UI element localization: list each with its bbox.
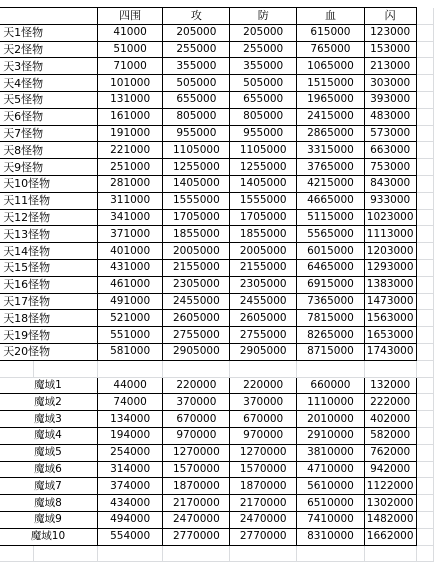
- value-cell[interactable]: 221000: [97, 142, 163, 159]
- empty-cell[interactable]: [297, 545, 365, 562]
- value-cell[interactable]: 2155000: [230, 259, 297, 276]
- value-cell[interactable]: 6510000: [297, 495, 365, 512]
- value-cell[interactable]: 1255000: [230, 159, 297, 176]
- value-cell[interactable]: 1555000: [230, 192, 297, 209]
- value-cell[interactable]: 205000: [163, 24, 230, 41]
- value-cell[interactable]: 7815000: [297, 310, 365, 327]
- empty-cell[interactable]: [416, 394, 433, 411]
- value-cell[interactable]: 1405000: [230, 175, 297, 192]
- table-row: [0, 327, 434, 344]
- value-cell[interactable]: 933000: [364, 192, 416, 209]
- row-name-cell[interactable]: 魔域1: [0, 377, 97, 394]
- value-cell[interactable]: 51000: [97, 41, 163, 58]
- value-cell[interactable]: 1105000: [163, 142, 230, 159]
- row-name-cell[interactable]: 天20怪物: [0, 343, 97, 360]
- value-cell[interactable]: 303000: [364, 75, 416, 92]
- value-cell[interactable]: 431000: [97, 259, 163, 276]
- value-cell[interactable]: 2305000: [163, 276, 230, 293]
- row-name-cell[interactable]: 天1怪物: [0, 24, 97, 41]
- empty-cell[interactable]: [416, 159, 433, 176]
- value-cell[interactable]: 1662000: [364, 528, 416, 545]
- value-cell[interactable]: 1113000: [364, 226, 416, 243]
- row-name-cell[interactable]: 天9怪物: [0, 159, 97, 176]
- table-row: [0, 293, 434, 310]
- empty-cell[interactable]: [416, 545, 433, 562]
- value-cell[interactable]: 942000: [364, 461, 416, 478]
- row-name-cell[interactable]: 天15怪物: [0, 259, 97, 276]
- value-cell[interactable]: 3315000: [297, 142, 365, 159]
- empty-cell[interactable]: [34, 360, 98, 377]
- empty-cell[interactable]: [416, 125, 433, 142]
- empty-cell[interactable]: [416, 293, 433, 310]
- table-row: [0, 108, 434, 125]
- table-row: [0, 192, 434, 209]
- column-header-cell[interactable]: 闪: [364, 8, 416, 25]
- value-cell[interactable]: 7365000: [297, 293, 365, 310]
- value-cell[interactable]: 71000: [97, 58, 163, 75]
- value-cell[interactable]: 1473000: [364, 293, 416, 310]
- value-cell[interactable]: 2005000: [163, 243, 230, 260]
- value-cell[interactable]: 1302000: [364, 495, 416, 512]
- value-cell[interactable]: 1570000: [230, 461, 297, 478]
- empty-cell[interactable]: [416, 91, 433, 108]
- value-cell[interactable]: 1855000: [163, 226, 230, 243]
- value-cell[interactable]: 1383000: [364, 276, 416, 293]
- value-cell[interactable]: 5565000: [297, 226, 365, 243]
- empty-cell[interactable]: [163, 360, 230, 377]
- value-cell[interactable]: 2005000: [230, 243, 297, 260]
- empty-cell[interactable]: [416, 226, 433, 243]
- value-cell[interactable]: 660000: [297, 377, 365, 394]
- value-cell[interactable]: 1653000: [364, 327, 416, 344]
- value-cell[interactable]: 1555000: [163, 192, 230, 209]
- empty-cell[interactable]: [416, 478, 433, 495]
- table-row: [0, 478, 434, 495]
- value-cell[interactable]: 2770000: [230, 528, 297, 545]
- value-cell[interactable]: 670000: [163, 411, 230, 428]
- value-cell[interactable]: 554000: [97, 528, 163, 545]
- value-cell[interactable]: 2605000: [230, 310, 297, 327]
- value-cell[interactable]: 314000: [97, 461, 163, 478]
- value-cell[interactable]: 5610000: [297, 478, 365, 495]
- value-cell[interactable]: 2755000: [163, 327, 230, 344]
- value-cell[interactable]: 581000: [97, 343, 163, 360]
- table-row: [0, 142, 434, 159]
- value-cell[interactable]: 374000: [97, 478, 163, 495]
- value-cell[interactable]: 1570000: [163, 461, 230, 478]
- column-header-cell[interactable]: 血: [297, 8, 365, 25]
- empty-cell[interactable]: [297, 360, 365, 377]
- value-cell[interactable]: 194000: [97, 427, 163, 444]
- data-grid: [0, 7, 434, 562]
- value-cell[interactable]: 3810000: [297, 444, 365, 461]
- value-cell[interactable]: 132000: [364, 377, 416, 394]
- value-cell[interactable]: 573000: [364, 125, 416, 142]
- row-name-cell[interactable]: 天10怪物: [0, 175, 97, 192]
- value-cell[interactable]: 1563000: [364, 310, 416, 327]
- value-cell[interactable]: 355000: [163, 58, 230, 75]
- empty-cell[interactable]: [230, 360, 297, 377]
- value-cell[interactable]: 2905000: [163, 343, 230, 360]
- value-cell[interactable]: 2755000: [230, 327, 297, 344]
- value-cell[interactable]: 2455000: [163, 293, 230, 310]
- value-cell[interactable]: 41000: [97, 24, 163, 41]
- table-row: [0, 259, 434, 276]
- table-row: [0, 91, 434, 108]
- value-cell[interactable]: 2910000: [297, 427, 365, 444]
- empty-cell[interactable]: [416, 108, 433, 125]
- value-cell[interactable]: 393000: [364, 91, 416, 108]
- table-row: [0, 226, 434, 243]
- value-cell[interactable]: 220000: [163, 377, 230, 394]
- value-cell[interactable]: 1705000: [163, 209, 230, 226]
- empty-cell[interactable]: [416, 444, 433, 461]
- value-cell[interactable]: 582000: [364, 427, 416, 444]
- value-cell[interactable]: 551000: [97, 327, 163, 344]
- value-cell[interactable]: 74000: [97, 394, 163, 411]
- empty-cell[interactable]: [163, 545, 230, 562]
- empty-cell[interactable]: [416, 276, 433, 293]
- value-cell[interactable]: 7410000: [297, 511, 365, 528]
- row-name-cell[interactable]: 魔域5: [0, 444, 97, 461]
- value-cell[interactable]: 370000: [163, 394, 230, 411]
- table-row: [0, 276, 434, 293]
- row-name-cell[interactable]: 天3怪物: [0, 58, 97, 75]
- row-name-cell[interactable]: 魔域6: [0, 461, 97, 478]
- value-cell[interactable]: 955000: [230, 125, 297, 142]
- value-cell[interactable]: 213000: [364, 58, 416, 75]
- row-name-cell[interactable]: 天4怪物: [0, 75, 97, 92]
- value-cell[interactable]: 762000: [364, 444, 416, 461]
- value-cell[interactable]: 402000: [364, 411, 416, 428]
- value-cell[interactable]: 4710000: [297, 461, 365, 478]
- row-name-cell[interactable]: 天12怪物: [0, 209, 97, 226]
- value-cell[interactable]: 254000: [97, 444, 163, 461]
- value-cell[interactable]: 2470000: [163, 511, 230, 528]
- value-cell[interactable]: 505000: [230, 75, 297, 92]
- value-cell[interactable]: 663000: [364, 142, 416, 159]
- value-cell[interactable]: 4665000: [297, 192, 365, 209]
- value-cell[interactable]: 1023000: [364, 209, 416, 226]
- value-cell[interactable]: 1482000: [364, 511, 416, 528]
- row-name-cell[interactable]: 魔域10: [0, 528, 97, 545]
- value-cell[interactable]: 6915000: [297, 276, 365, 293]
- empty-cell[interactable]: [416, 192, 433, 209]
- value-cell[interactable]: 161000: [97, 108, 163, 125]
- row-name-cell[interactable]: 天8怪物: [0, 142, 97, 159]
- table-row: [0, 75, 434, 92]
- empty-cell[interactable]: [416, 411, 433, 428]
- empty-cell[interactable]: [416, 243, 433, 260]
- row-name-cell[interactable]: 天2怪物: [0, 41, 97, 58]
- value-cell[interactable]: 44000: [97, 377, 163, 394]
- empty-cell[interactable]: [416, 310, 433, 327]
- empty-cell[interactable]: [416, 343, 433, 360]
- value-cell[interactable]: 1270000: [230, 444, 297, 461]
- table-row: [0, 394, 434, 411]
- table-row: [0, 528, 434, 545]
- value-cell[interactable]: 2155000: [163, 259, 230, 276]
- value-cell[interactable]: 311000: [97, 192, 163, 209]
- value-cell[interactable]: 2605000: [163, 310, 230, 327]
- empty-cell[interactable]: [416, 142, 433, 159]
- row-name-cell[interactable]: 魔域7: [0, 478, 97, 495]
- value-cell[interactable]: 655000: [163, 91, 230, 108]
- row-name-cell[interactable]: 天5怪物: [0, 91, 97, 108]
- value-cell[interactable]: 2770000: [163, 528, 230, 545]
- value-cell[interactable]: 655000: [230, 91, 297, 108]
- value-cell[interactable]: 134000: [97, 411, 163, 428]
- table-row: [0, 427, 434, 444]
- value-cell[interactable]: 434000: [97, 495, 163, 512]
- value-cell[interactable]: 1870000: [230, 478, 297, 495]
- value-cell[interactable]: 2170000: [230, 495, 297, 512]
- row-name-cell[interactable]: 天7怪物: [0, 125, 97, 142]
- value-cell[interactable]: 615000: [297, 24, 365, 41]
- value-cell[interactable]: 370000: [230, 394, 297, 411]
- empty-cell[interactable]: [364, 545, 416, 562]
- table-row: [0, 461, 434, 478]
- empty-cell[interactable]: [34, 545, 98, 562]
- table-row: [0, 444, 434, 461]
- table-row: [0, 243, 434, 260]
- row-name-cell[interactable]: 天11怪物: [0, 192, 97, 209]
- value-cell[interactable]: 371000: [97, 226, 163, 243]
- value-cell[interactable]: 955000: [163, 125, 230, 142]
- empty-cell[interactable]: [0, 360, 34, 377]
- column-header-cell[interactable]: 攻: [163, 8, 230, 25]
- value-cell[interactable]: 1270000: [163, 444, 230, 461]
- value-cell[interactable]: 8715000: [297, 343, 365, 360]
- value-cell[interactable]: 2905000: [230, 343, 297, 360]
- value-cell[interactable]: 843000: [364, 175, 416, 192]
- row-name-cell[interactable]: 天14怪物: [0, 243, 97, 260]
- value-cell[interactable]: 8310000: [297, 528, 365, 545]
- value-cell[interactable]: 970000: [163, 427, 230, 444]
- value-cell[interactable]: 2455000: [230, 293, 297, 310]
- blank-row: [0, 360, 434, 377]
- value-cell[interactable]: 1965000: [297, 91, 365, 108]
- row-name-cell[interactable]: 天18怪物: [0, 310, 97, 327]
- table-row: [0, 125, 434, 142]
- table-row: [0, 411, 434, 428]
- empty-cell[interactable]: [416, 75, 433, 92]
- value-cell[interactable]: 1105000: [230, 142, 297, 159]
- value-cell[interactable]: 153000: [364, 41, 416, 58]
- table-row: [0, 41, 434, 58]
- value-cell[interactable]: 205000: [230, 24, 297, 41]
- value-cell[interactable]: 805000: [163, 108, 230, 125]
- row-name-cell[interactable]: 魔域2: [0, 394, 97, 411]
- value-cell[interactable]: 2305000: [230, 276, 297, 293]
- value-cell[interactable]: 251000: [97, 159, 163, 176]
- value-cell[interactable]: 6465000: [297, 259, 365, 276]
- row-name-cell[interactable]: 天16怪物: [0, 276, 97, 293]
- row-name-cell[interactable]: 魔域3: [0, 411, 97, 428]
- value-cell[interactable]: 2170000: [163, 495, 230, 512]
- value-cell[interactable]: 1705000: [230, 209, 297, 226]
- value-cell[interactable]: 1870000: [163, 478, 230, 495]
- empty-cell[interactable]: [416, 41, 433, 58]
- table-row: [0, 377, 434, 394]
- empty-cell[interactable]: [416, 24, 433, 41]
- value-cell[interactable]: 1255000: [163, 159, 230, 176]
- empty-cell[interactable]: [416, 427, 433, 444]
- empty-cell[interactable]: [416, 209, 433, 226]
- value-cell[interactable]: 123000: [364, 24, 416, 41]
- value-cell[interactable]: 1065000: [297, 58, 365, 75]
- value-cell[interactable]: 461000: [97, 276, 163, 293]
- value-cell[interactable]: 1405000: [163, 175, 230, 192]
- value-cell[interactable]: 222000: [364, 394, 416, 411]
- table-row: [0, 159, 434, 176]
- empty-cell[interactable]: [97, 360, 163, 377]
- value-cell[interactable]: 521000: [97, 310, 163, 327]
- row-name-cell[interactable]: 天6怪物: [0, 108, 97, 125]
- value-cell[interactable]: 1855000: [230, 226, 297, 243]
- value-cell[interactable]: 494000: [97, 511, 163, 528]
- value-cell[interactable]: 255000: [230, 41, 297, 58]
- value-cell[interactable]: 765000: [297, 41, 365, 58]
- empty-cell[interactable]: [416, 327, 433, 344]
- row-name-cell[interactable]: 天17怪物: [0, 293, 97, 310]
- value-cell[interactable]: 2865000: [297, 125, 365, 142]
- blank-row: [0, 545, 434, 562]
- value-cell[interactable]: 1743000: [364, 343, 416, 360]
- empty-cell[interactable]: [416, 461, 433, 478]
- empty-cell[interactable]: [416, 360, 433, 377]
- table-row: [0, 209, 434, 226]
- value-cell[interactable]: 805000: [230, 108, 297, 125]
- value-cell[interactable]: 255000: [163, 41, 230, 58]
- value-cell[interactable]: 6015000: [297, 243, 365, 260]
- column-header-cell[interactable]: 防: [230, 8, 297, 25]
- value-cell[interactable]: 1203000: [364, 243, 416, 260]
- empty-cell[interactable]: [416, 377, 433, 394]
- value-cell[interactable]: 220000: [230, 377, 297, 394]
- empty-cell[interactable]: [416, 58, 433, 75]
- value-cell[interactable]: 4215000: [297, 175, 365, 192]
- value-cell[interactable]: 753000: [364, 159, 416, 176]
- value-cell[interactable]: 2415000: [297, 108, 365, 125]
- empty-cell[interactable]: [416, 259, 433, 276]
- value-cell[interactable]: 131000: [97, 91, 163, 108]
- row-name-cell[interactable]: 天19怪物: [0, 327, 97, 344]
- header-corner-cell[interactable]: [0, 8, 97, 25]
- table-row: [0, 175, 434, 192]
- value-cell[interactable]: 1515000: [297, 75, 365, 92]
- value-cell[interactable]: 355000: [230, 58, 297, 75]
- empty-cell[interactable]: [230, 545, 297, 562]
- row-name-cell[interactable]: 天13怪物: [0, 226, 97, 243]
- value-cell[interactable]: 341000: [97, 209, 163, 226]
- row-name-cell[interactable]: 魔域9: [0, 511, 97, 528]
- value-cell[interactable]: 1293000: [364, 259, 416, 276]
- value-cell[interactable]: 401000: [97, 243, 163, 260]
- value-cell[interactable]: 505000: [163, 75, 230, 92]
- row-name-cell[interactable]: 魔域4: [0, 427, 97, 444]
- value-cell[interactable]: 281000: [97, 175, 163, 192]
- empty-cell[interactable]: [416, 175, 433, 192]
- value-cell[interactable]: 8265000: [297, 327, 365, 344]
- empty-cell[interactable]: [97, 545, 163, 562]
- row-name-cell[interactable]: 魔域8: [0, 495, 97, 512]
- empty-cell[interactable]: [0, 545, 34, 562]
- value-cell[interactable]: 670000: [230, 411, 297, 428]
- table-row: [0, 343, 434, 360]
- table-row: [0, 310, 434, 327]
- value-cell[interactable]: 1110000: [297, 394, 365, 411]
- table-row: [0, 58, 434, 75]
- value-cell[interactable]: 101000: [97, 75, 163, 92]
- empty-cell[interactable]: [364, 360, 416, 377]
- column-header-cell[interactable]: 四围: [97, 8, 163, 25]
- empty-cell[interactable]: [416, 495, 433, 512]
- value-cell[interactable]: 970000: [230, 427, 297, 444]
- value-cell[interactable]: 1122000: [364, 478, 416, 495]
- empty-cell[interactable]: [416, 8, 433, 25]
- value-cell[interactable]: 2470000: [230, 511, 297, 528]
- value-cell[interactable]: 491000: [97, 293, 163, 310]
- value-cell[interactable]: 2010000: [297, 411, 365, 428]
- value-cell[interactable]: 3765000: [297, 159, 365, 176]
- table-row: [0, 495, 434, 512]
- value-cell[interactable]: 191000: [97, 125, 163, 142]
- table-row: [0, 24, 434, 41]
- value-cell[interactable]: 483000: [364, 108, 416, 125]
- empty-cell[interactable]: [416, 528, 433, 545]
- header-row: [0, 8, 434, 25]
- value-cell[interactable]: 5115000: [297, 209, 365, 226]
